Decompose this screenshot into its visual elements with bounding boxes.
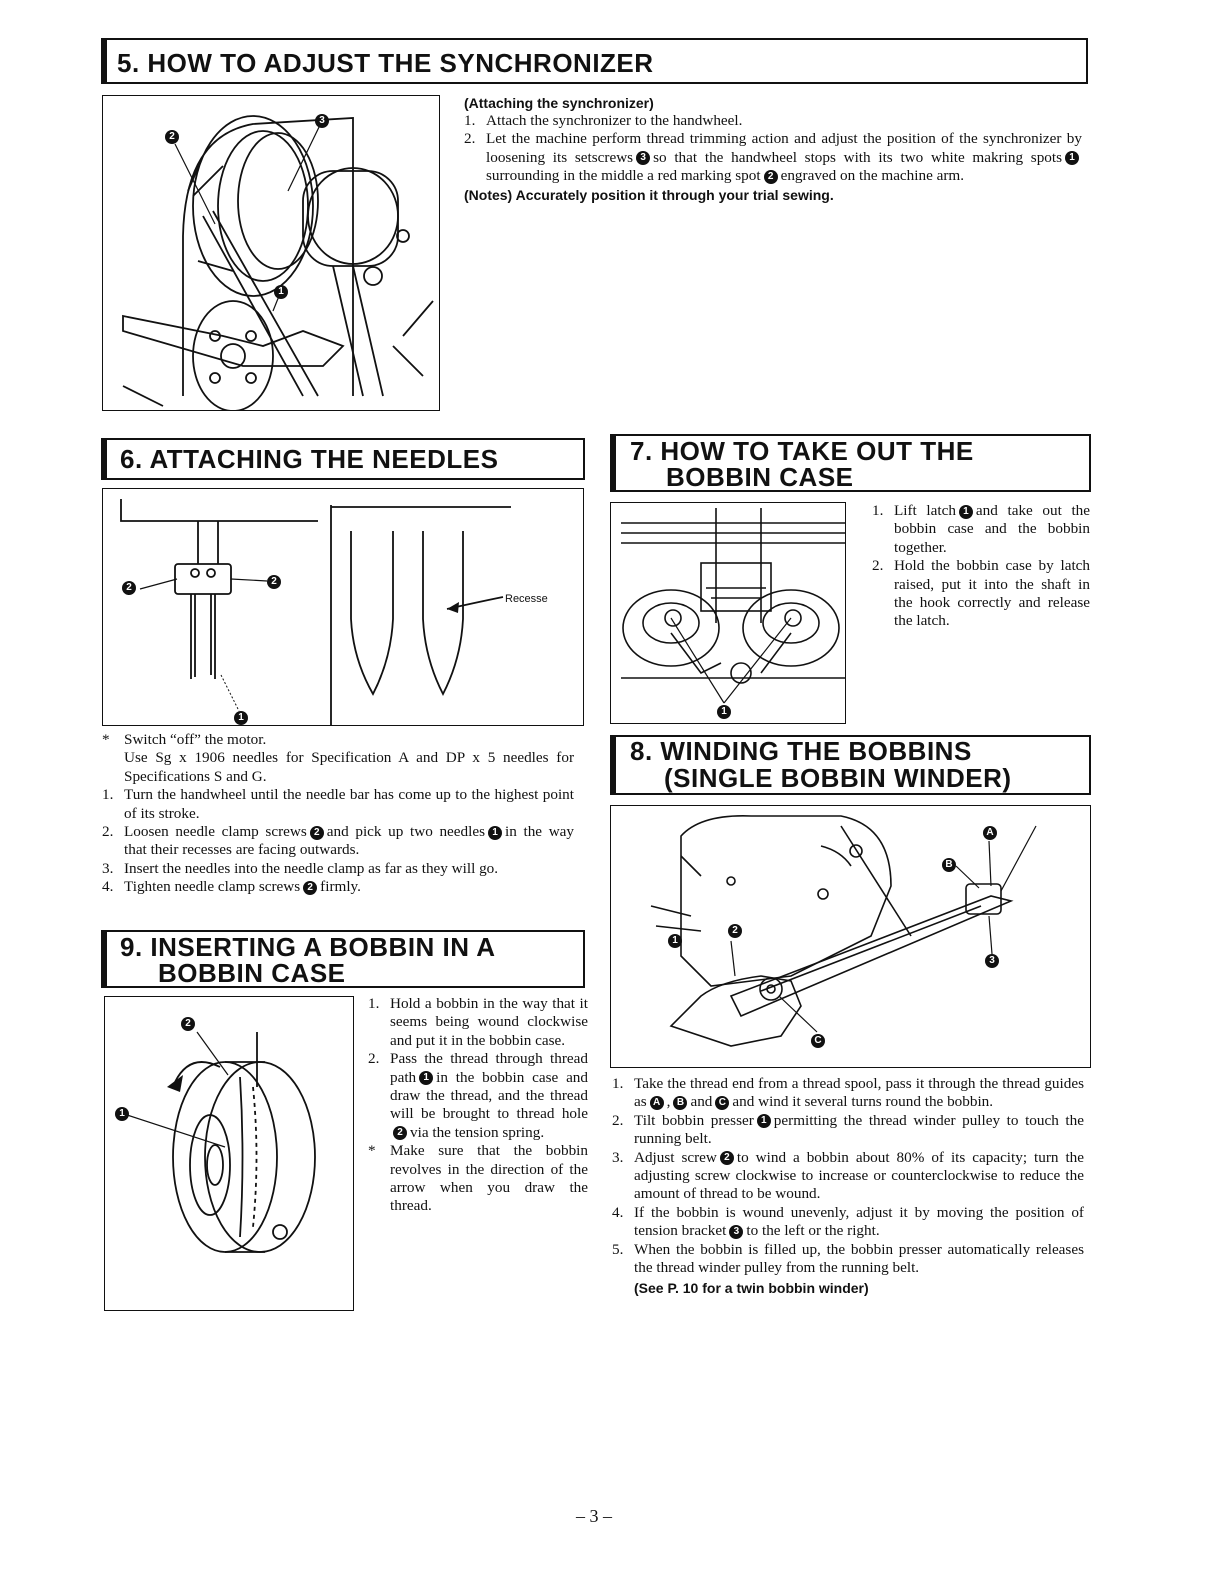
marker-1-icon: 1	[668, 934, 682, 948]
section-9-text	[368, 995, 588, 1216]
section-6-step-1: 1. Turn the handwheel until the needle bar has come up to the highest point of its stroke.	[102, 786, 574, 822]
marker-3-icon: 3	[729, 1225, 743, 1239]
section-7-step-2: 2. Hold the bobbin case by latch raised, put it into the shaft in the hook correctly and release the latch.	[872, 557, 1090, 630]
section-5-title: 5. HOW TO ADJUST THE SYNCHRONIZER	[117, 48, 654, 78]
section-5-step-2: 2. Let the machine perform thread trimming action and adjust the position of the synchronizer by loosening its setscrews 3 so that the handwheel stops with its two white makring spots 1surrounding in the middle a red marking spot 2 engraved on the machine arm.	[464, 130, 1082, 185]
section-7-title-line-1: 7. HOW TO TAKE OUT THE	[630, 436, 974, 466]
section-9-step-1: 1. Hold a bobbin in the way that it seems being wound clockwise and put it in the bobbin case.	[368, 995, 588, 1049]
section-5-note: (Notes) Accurately position it through your trial sewing.	[464, 186, 834, 203]
section-8-step-3: 3. Adjust screw 2 to wind a bobbin about 80% of its capacity; turn the adjusting screw clockwise to increase or counterclockwise to reduce the amount of thread to be wound.	[612, 1148, 1084, 1203]
section-9-title-line-1: 9. INSERTING A BOBBIN IN A	[120, 932, 496, 962]
section-5-text	[464, 94, 1082, 204]
marker-2-icon: 2	[181, 1017, 195, 1031]
section-8-step-2: 2. Tilt bobbin presser 1 permitting the thread winder pulley to touch the running belt.	[612, 1111, 1084, 1148]
section-6-step-2: 2. Loosen needle clamp screws 2 and pick up two needles 1 in the way that their recesses are facing outwards.	[102, 823, 574, 859]
section-6-text	[102, 731, 574, 897]
page-number: – 3 –	[576, 1506, 612, 1526]
marker-3-icon: 3	[985, 954, 999, 968]
marker-b-icon: B	[673, 1096, 687, 1110]
marker-2-icon: 2	[393, 1126, 407, 1140]
section-6-title: 6. ATTACHING THE NEEDLES	[120, 444, 499, 474]
marker-c-icon: C	[715, 1096, 729, 1110]
section-7-title-line-2: BOBBIN CASE	[666, 462, 854, 492]
section-8-title-line-1: 8. WINDING THE BOBBINS	[630, 736, 972, 766]
marker-1-icon: 1	[234, 711, 248, 725]
section-8-title-line-2: (SINGLE BOBBIN WINDER)	[664, 763, 1012, 793]
section-6-step-3: 3. Insert the needles into the needle clamp as far as they will go.	[102, 859, 499, 877]
synchronizer-figure	[102, 95, 440, 411]
bobbin-case-illustration	[611, 503, 846, 724]
section-9-note: * Make sure that the bobbin revolves in the direction of the arrow when you draw the thread.	[368, 1142, 588, 1215]
marker-c-icon: C	[811, 1034, 825, 1048]
marker-2-icon: 2	[122, 581, 136, 595]
marker-1-icon: 1	[959, 505, 973, 519]
section-8-step-1: 1. Take the thread end from a thread spool, pass it through the thread guides as A , B and C and wind it several turns round the bobbin.	[612, 1075, 1084, 1111]
bobbin-winder-illustration	[611, 806, 1091, 1068]
marker-2-icon: 2	[267, 575, 281, 589]
marker-a-icon: A	[983, 826, 997, 840]
bobbin-winder-figure	[610, 805, 1091, 1068]
marker-2-icon: 2	[728, 924, 742, 938]
marker-2-icon: 2	[720, 1151, 734, 1165]
recess-label: Recesse	[505, 593, 548, 605]
marker-2-icon: 2	[310, 826, 324, 840]
section-7-step-1: 1. Lift latch 1 and take out the bobbin case and the bobbin together.	[872, 502, 1090, 556]
marker-2-icon: 2	[165, 130, 179, 144]
section-8-step-4: 4. If the bobbin is wound unevenly, adjust it by moving the position of tension bracket 3 to the left or the right.	[612, 1203, 1084, 1240]
marker-1-icon: 1	[115, 1107, 129, 1121]
section-5-subhead: (Attaching the synchronizer)	[464, 95, 654, 111]
section-8-text	[612, 1075, 1084, 1297]
marker-1-icon: 1	[757, 1114, 771, 1128]
needles-illustration	[103, 489, 584, 726]
section-6-use-needles: Use Sg x 1906 needles for Specification A and DP x 5 needles for Specifications S and G.	[124, 749, 574, 785]
marker-1-icon: 1	[1065, 151, 1079, 165]
marker-2-icon: 2	[764, 170, 778, 184]
bobbin-in-case-figure	[104, 996, 354, 1311]
section-7-text	[872, 502, 1090, 631]
bobbin-in-case-illustration	[105, 997, 354, 1311]
section-8-step-5: 5. When the bobbin is filled up, the bobbin presser automatically releases the thread winder pulley from the running belt.	[612, 1240, 1084, 1277]
section-8-see-note: (See P. 10 for a twin bobbin winder)	[634, 1280, 869, 1297]
bobbin-case-figure	[610, 502, 846, 724]
marker-1-icon: 1	[717, 705, 731, 719]
marker-1-icon: 1	[488, 826, 502, 840]
section-5-step-1: 1. Attach the synchronizer to the handwheel.	[464, 112, 743, 129]
marker-b-icon: B	[942, 858, 956, 872]
marker-3-icon: 3	[636, 151, 650, 165]
needles-figure	[102, 488, 584, 726]
marker-a-icon: A	[650, 1096, 664, 1110]
marker-1-icon: 1	[419, 1071, 433, 1085]
section-9-step-2: 2. Pass the thread through thread path 1 in the bobbin case and draw the thread, and the thread will be brought to thread hole2 via the tension spring.	[368, 1050, 588, 1141]
marker-2-icon: 2	[303, 881, 317, 895]
section-6-switch-off: * Switch “off” the motor.	[102, 731, 267, 748]
section-9-title-line-2: BOBBIN CASE	[158, 958, 346, 988]
marker-1-icon: 1	[274, 285, 288, 299]
synchronizer-illustration	[103, 96, 440, 411]
section-6-step-4: 4. Tighten needle clamp screws 2 firmly.	[102, 878, 361, 896]
marker-3-icon: 3	[315, 114, 329, 128]
